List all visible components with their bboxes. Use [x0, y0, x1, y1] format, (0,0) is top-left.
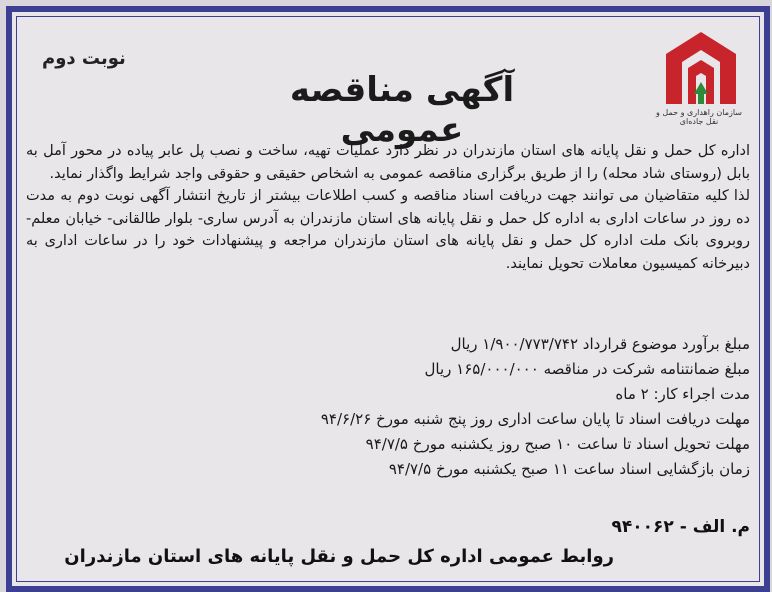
footer-signature: روابط عمومی اداره کل حمل و نقل پایانه های استان مازندران — [64, 546, 614, 567]
duration-line: مدت اجراء کار: ۲ ماه — [615, 385, 750, 403]
logo-caption: سازمان راهداری و حمل و نقل جاده‌ای — [656, 108, 742, 126]
submit-deadline-line: مهلت تحویل اسناد تا ساعت ۱۰ صبح روز یکشنبه مورخ ۹۴/۷/۵ — [365, 435, 750, 453]
notice-paragraph-1: اداره کل حمل و نقل پایانه های استان مازندران در نظر دارد عملیات تهیه، ساخت و نصب پل عابر پیاده در محور آمل به بابل (روستای شاد محله) را از طریق برگزاری مناقصه عمومی به اشخاص حقیقی و حقوقی واجد شرایط واگذار نماید. — [26, 143, 750, 182]
reference-number: م. الف - ۹۴۰۰۶۲ — [611, 517, 750, 537]
guarantee-line: مبلغ ضمانتنامه شرکت در مناقصه ۱۶۵/۰۰۰/۰۰۰ ریال — [424, 360, 750, 378]
page-title: آگهی مناقصه عمومی — [289, 70, 515, 150]
notice-body — [26, 140, 750, 275]
round-label: نوبت دوم — [42, 48, 126, 69]
tender-details — [26, 332, 750, 482]
opening-line: زمان بازگشایی اسناد ساعت ۱۱ صبح یکشنبه مورخ ۹۴/۷/۵ — [388, 460, 750, 478]
notice-paragraph-2: لذا کلیه متقاضیان می توانند جهت دریافت اسناد مناقصه و کسب اطلاعات بیشتر از تاریخ انتشار آگهی نوبت دوم به مدت ده روز در ساعات اداری به اداره کل حمل و نقل پایانه های استان مازندران به آدرس ساری- بلوار طالقانی- خیابان معلم- روبروی بانک ملت اداره کل حمل و نقل پایانه های استان مازندران مراجعه و پیشنهادات خود را در ساعات اداری به دبیرخانه کمیسیون معاملات تحویل نمایند. — [26, 188, 750, 272]
notice-frame — [6, 6, 770, 592]
estimate-line: مبلغ برآورد موضوع قرارداد ۱/۹۰۰/۷۷۳/۷۴۲ ریال — [450, 335, 750, 353]
doc-deadline-line: مهلت دریافت اسناد تا پایان ساعت اداری روز پنج شنبه مورخ ۹۴/۶/۲۶ — [320, 410, 750, 428]
